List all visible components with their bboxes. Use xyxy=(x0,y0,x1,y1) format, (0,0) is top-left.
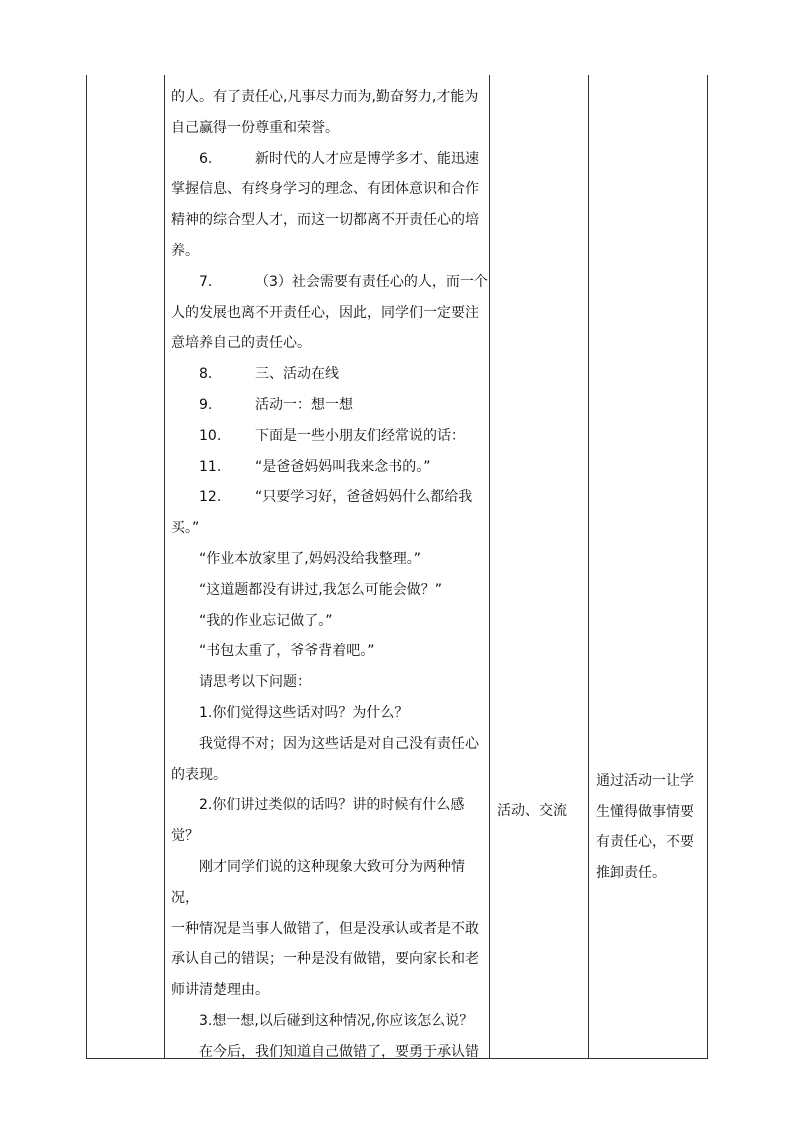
table-divider-2 xyxy=(489,75,490,1059)
numbered-item-11: 11. “是爸爸妈妈叫我来念书的。” xyxy=(199,458,431,475)
answer-2-line: 承认自己的错误；一种是没有做错，要向家长和老 xyxy=(171,951,479,968)
purpose-line: 生懂得做事情要 xyxy=(596,803,694,820)
answer-1-line: 的表现。 xyxy=(171,766,227,783)
text-line: 精神的综合型人才，而这一切都离不开责任心的培 xyxy=(171,212,479,229)
answer-2-line: 一种情况是当事人做错了，但是没承认或者是不敢 xyxy=(171,920,479,937)
question-1: 1.你们觉得这些话对吗？为什么？ xyxy=(199,704,409,721)
text-line: 买。” xyxy=(171,520,200,537)
purpose-line: 推卸责任。 xyxy=(596,864,666,881)
quote-line: “书包太重了，爷爷背着吧。” xyxy=(199,643,375,660)
quote-line: “作业本放家里了,妈妈没给我整理。” xyxy=(199,550,421,567)
text-line: 意培养自己的责任心。 xyxy=(171,335,311,352)
purpose-line: 通过活动一让学 xyxy=(596,773,694,789)
text-line: 人的发展也离不开责任心，因此，同学们一定要注 xyxy=(171,304,479,321)
answer-3-line: 在今后，我们知道自己做错了，要勇于承认错 xyxy=(199,1043,479,1060)
method-cell: 活动、交流 xyxy=(497,803,567,819)
numbered-item-7: 7. （3）社会需要有责任心的人，而一个 xyxy=(199,273,488,290)
question-2-line: 觉？ xyxy=(171,828,199,845)
teaching-process-cell xyxy=(171,82,489,1068)
answer-2-line: 师讲清楚理由。 xyxy=(171,982,269,999)
purpose-cell xyxy=(596,766,706,888)
numbered-item-8: 8. 三、活动在线 xyxy=(199,366,339,383)
text-line: 养。 xyxy=(171,242,199,259)
quote-line: “这道题都没有讲过,我怎么可能会做？” xyxy=(199,581,442,598)
table-divider-1 xyxy=(164,75,165,1059)
question-3: 3.想一想,以后碰到这种情况,你应该怎么说？ xyxy=(199,1012,474,1029)
numbered-item-9: 9. 活动一：想一想 xyxy=(199,396,353,413)
quote-line: “我的作业忘记做了。” xyxy=(199,612,333,629)
table-divider-3 xyxy=(588,75,589,1059)
prompt-line: 请思考以下问题： xyxy=(199,674,311,691)
answer-2-line: 刚才同学们说的这种现象大致可分为两种情况， xyxy=(171,858,465,906)
numbered-item-12: 12. “只要学习好，爸爸妈妈什么都给我 xyxy=(199,489,473,506)
text-line: 自己赢得一份尊重和荣誉。 xyxy=(171,119,339,136)
numbered-item-6: 6. 新时代的人才应是博学多才、能迅速 xyxy=(199,150,479,167)
numbered-item-10: 10. 下面是一些小朋友们经常说的话： xyxy=(199,427,465,444)
answer-1-line: 我觉得不对；因为这些话是对自己没有责任心 xyxy=(199,735,479,752)
purpose-line: 有责任心，不要 xyxy=(596,834,694,850)
table-border-right xyxy=(707,75,708,1059)
text-line: 的人。有了责任心,凡事尽力而为,勤奋努力,才能为 xyxy=(171,89,479,105)
text-line: 掌握信息、有终身学习的理念、有团体意识和合作 xyxy=(171,181,479,198)
question-2-line: 2.你们讲过类似的话吗？讲的时候有什么感 xyxy=(199,797,465,814)
table-border-left xyxy=(86,75,87,1059)
